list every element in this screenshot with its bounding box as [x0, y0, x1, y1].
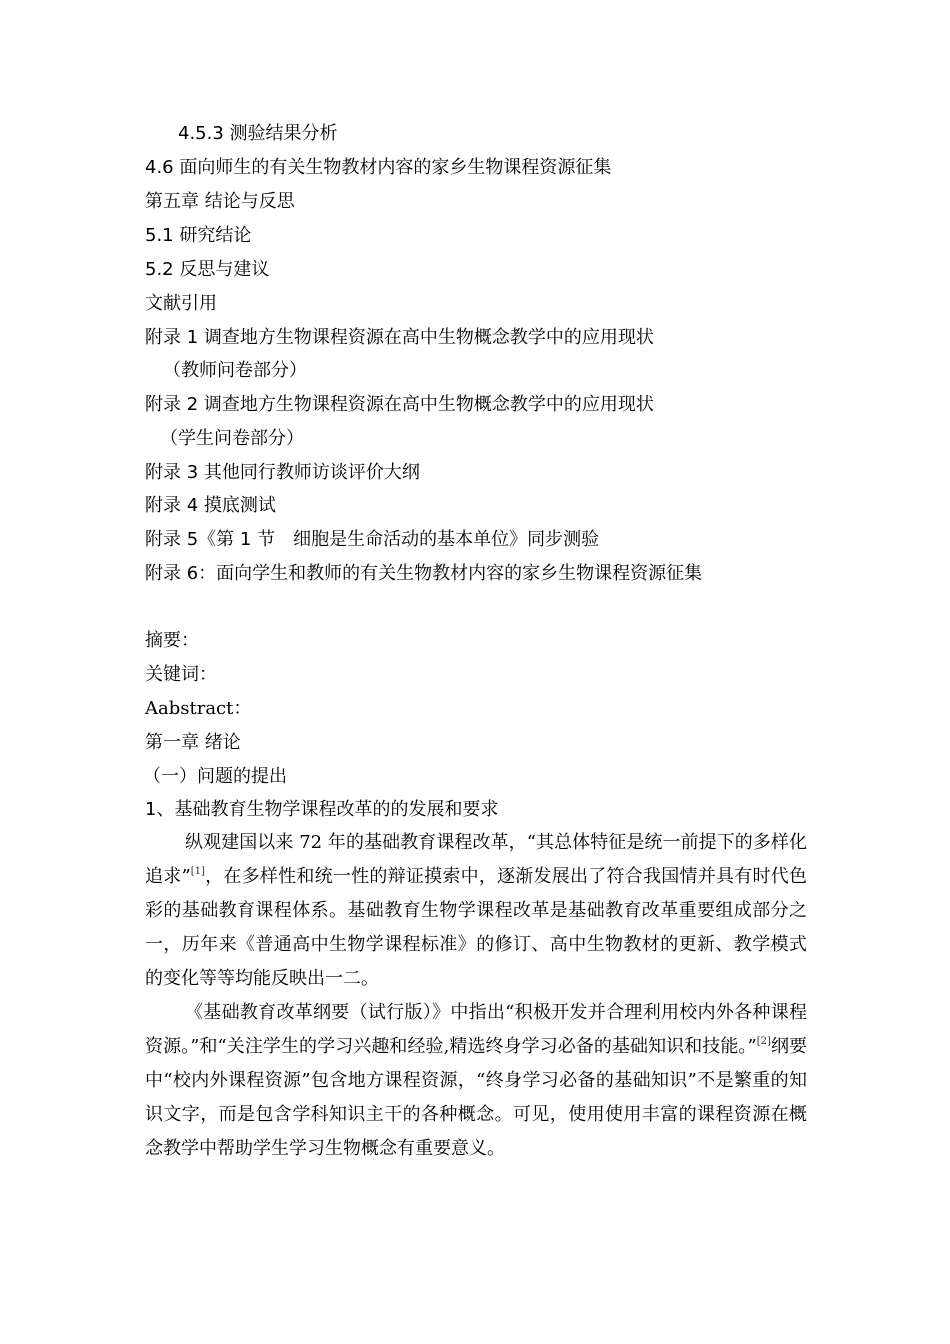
toc-line-5-1: 5.1 研究结论: [145, 225, 252, 246]
section-title: （一）问题的提出: [143, 766, 287, 787]
toc-line-appendix-1: 附录 1 调查地方生物课程资源在高中生物概念教学中的应用现状: [145, 327, 654, 348]
chapter-title: 第一章 绪论: [145, 732, 241, 753]
citation-2[interactable]: [2]: [756, 1036, 771, 1047]
citation-1[interactable]: [1]: [190, 866, 205, 877]
paragraph-2-text-b: 纲要中“校内外课程资源”包含地方课程资源，“终身学习必备的基础知识”不是繁重的知识文字，而是包含学科知识主干的各种概念。可见，使用使用丰富的课程资源在概念教学中帮助学生学习生物概念有重要意义。: [145, 1036, 808, 1159]
paragraph-2-text-a: 《基础教育改革纲要（试行版）》中指出“积极开发并合理利用校内外各种课程资源。”和“关注学生的学习兴趣和经验,精选终身学习必备的基础知识和技能。”: [145, 1002, 807, 1057]
toc-line-5-2: 5.2 反思与建议: [145, 259, 270, 280]
abstract-en-heading: Aabstract：: [145, 698, 252, 719]
paragraph-1-text-a: 纵观建国以来 72 年的基础教育课程改革，“其总体特征是统一前提下的多样化追求”: [145, 832, 807, 887]
toc-line-4-6: 4.6 面向师生的有关生物教材内容的家乡生物课程资源征集: [145, 157, 612, 178]
paragraph-2: [145, 996, 807, 1166]
keywords-heading: 关键词：: [145, 664, 217, 685]
toc-line-4-5-3: 4.5.3 测验结果分析: [178, 123, 338, 144]
toc-line-appendix-1-note: （教师问卷部分）: [163, 360, 307, 381]
toc-line-appendix-2-note: （学生问卷部分）: [160, 428, 304, 449]
toc-line-chapter-5: 第五章 结论与反思: [145, 191, 295, 212]
paragraph-1-text-b: ，在多样性和统一性的辩证摸索中，逐渐发展出了符合我国情并具有时代色彩的基础教育课程体系。基础教育生物学课程改革是基础教育改革重要组成部分之一，历年来《普通高中生物学课程标准》的修订、高中生物教材的更新、教学模式的变化等等均能反映出一二。: [145, 866, 808, 989]
subsection-title: 1、基础教育生物学课程改革的的发展和要求: [145, 799, 499, 820]
toc-line-appendix-4: 附录 4 摸底测试: [145, 495, 276, 516]
toc-line-appendix-5: 附录 5《第 1 节 细胞是生命活动的基本单位》同步测验: [145, 529, 600, 550]
paragraph-1: [145, 826, 807, 996]
abstract-heading: 摘要：: [145, 630, 199, 651]
toc-line-references: 文献引用: [145, 293, 217, 314]
toc-line-appendix-3: 附录 3 其他同行教师访谈评价大纲: [145, 462, 420, 483]
toc-line-appendix-2: 附录 2 调查地方生物课程资源在高中生物概念教学中的应用现状: [145, 394, 654, 415]
toc-line-appendix-6: 附录 6：面向学生和教师的有关生物教材内容的家乡生物课程资源征集: [145, 563, 703, 584]
